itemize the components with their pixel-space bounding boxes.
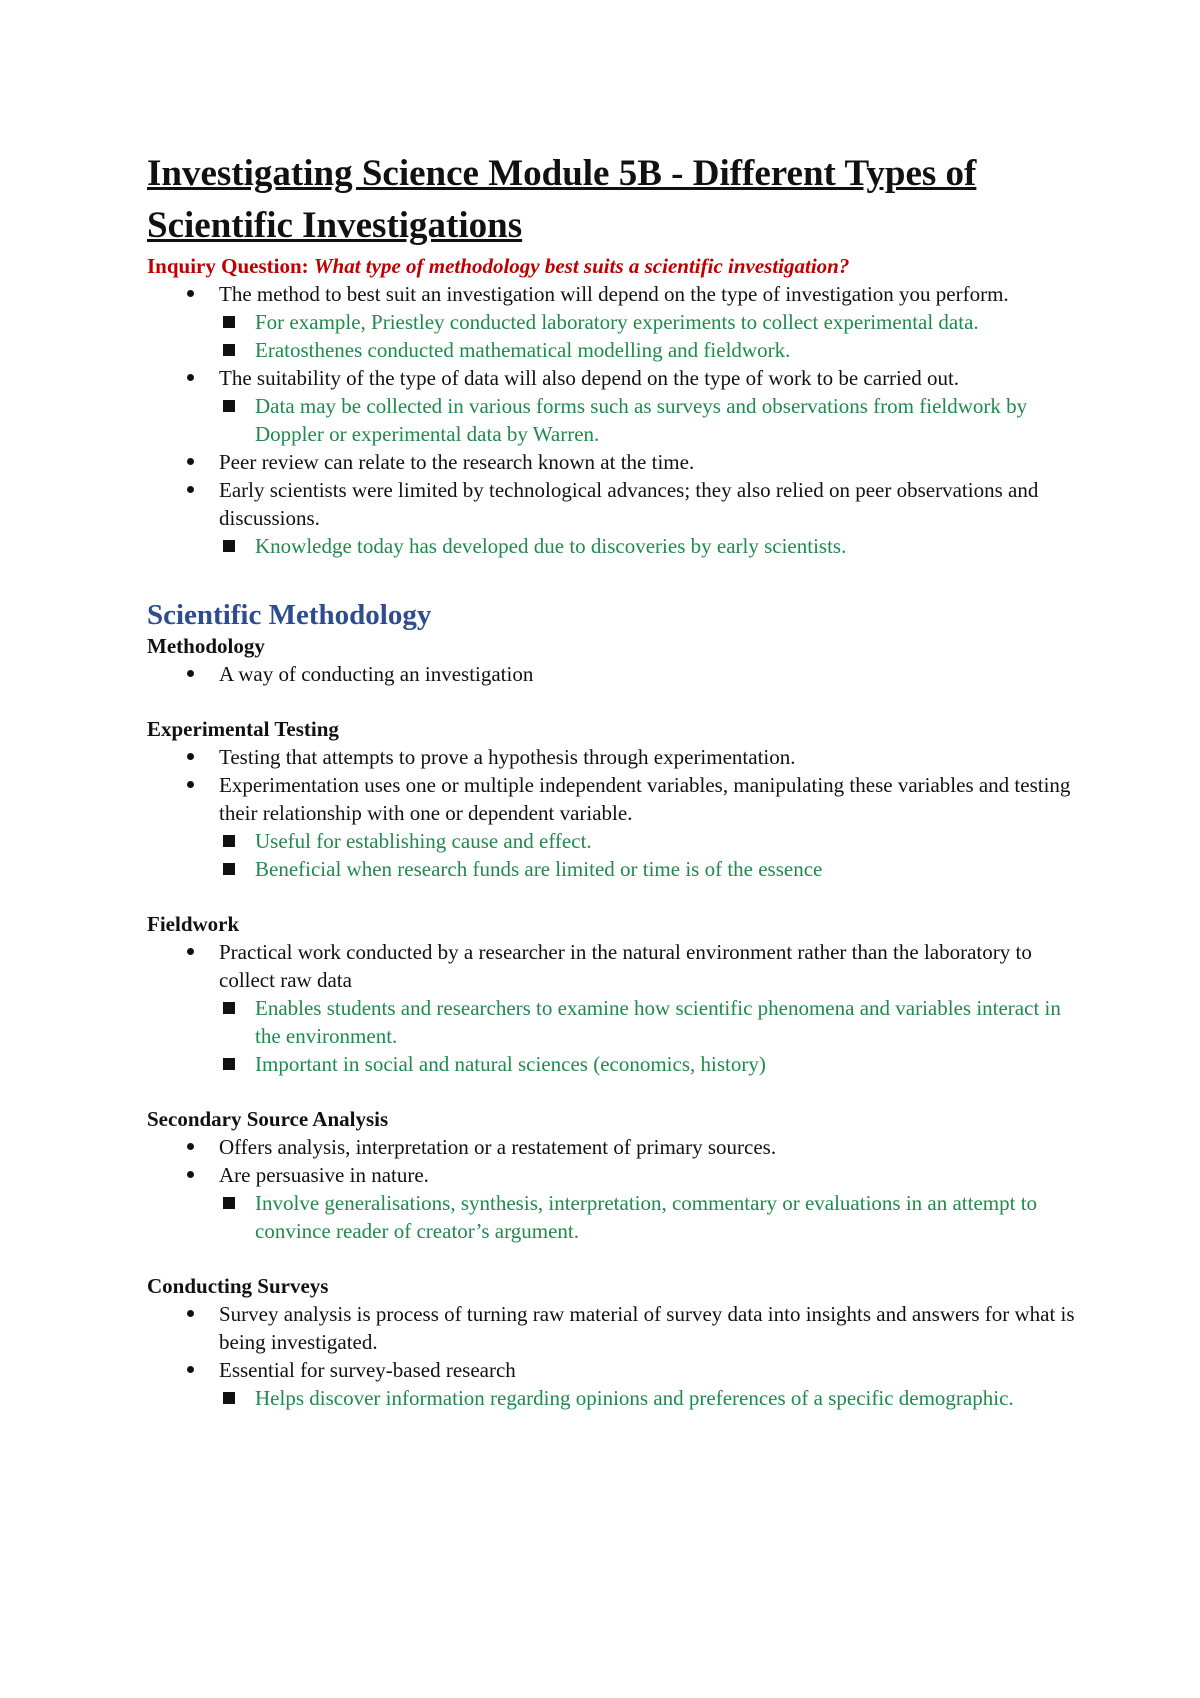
sub-list-item: Helps discover information regarding opinions and preferences of a specific demographic. — [147, 1384, 1077, 1412]
list-item: Survey analysis is process of turning raw material of survey data into insights and answers for what is being investigated. — [147, 1300, 1077, 1356]
secondary-heading: Secondary Source Analysis — [147, 1107, 389, 1131]
sub-list-item: Beneficial when research funds are limited or time is of the essence — [147, 855, 1077, 883]
fieldwork-list — [147, 938, 1077, 1078]
surveys-list — [147, 1300, 1077, 1412]
list-item: Practical work conducted by a researcher in the natural environment rather than the laboratory to collect raw data — [147, 938, 1077, 994]
list-item: The suitability of the type of data will also depend on the type of work to be carried out. — [147, 364, 1077, 392]
inquiry-label: Inquiry Question: — [147, 254, 314, 278]
section-heading: Scientific Methodology — [147, 599, 432, 631]
sub-list-item: Enables students and researchers to examine how scientific phenomena and variables interact in the environment. — [147, 994, 1077, 1050]
methodology-heading: Methodology — [147, 634, 265, 658]
sub-list-item: Important in social and natural sciences (economics, history) — [147, 1050, 1077, 1078]
list-item: Testing that attempts to prove a hypothesis through experimentation. — [147, 743, 1077, 771]
sub-list-item: Involve generalisations, synthesis, interpretation, commentary or evaluations in an attempt to convince reader of creator’s argument. — [147, 1189, 1077, 1245]
fieldwork-heading: Fieldwork — [147, 912, 240, 936]
document-title: Investigating Science Module 5B - Different Types of Scientific Investigations — [147, 153, 977, 246]
document-page — [147, 148, 1077, 1412]
sub-list-item: Data may be collected in various forms such as surveys and observations from fieldwork by Doppler or experimental data by Warren. — [147, 392, 1077, 448]
experimental-heading: Experimental Testing — [147, 717, 339, 741]
secondary-list — [147, 1133, 1077, 1245]
list-item: Early scientists were limited by technological advances; they also relied on peer observations and discussions. — [147, 476, 1077, 532]
list-item: Essential for survey-based research — [147, 1356, 1077, 1384]
list-item: Peer review can relate to the research known at the time. — [147, 448, 1077, 476]
list-item: Experimentation uses one or multiple independent variables, manipulating these variables and testing their relationship with one or dependent variable. — [147, 771, 1077, 827]
sub-list-item: Knowledge today has developed due to discoveries by early scientists. — [147, 532, 1077, 560]
list-item: Offers analysis, interpretation or a restatement of primary sources. — [147, 1133, 1077, 1161]
surveys-heading: Conducting Surveys — [147, 1274, 329, 1298]
sub-list-item: Eratosthenes conducted mathematical modelling and fieldwork. — [147, 336, 1077, 364]
inquiry-question — [147, 252, 1077, 280]
list-item: Are persuasive in nature. — [147, 1161, 1077, 1189]
inquiry-text: What type of methodology best suits a scientific investigation? — [313, 254, 850, 278]
methodology-list — [147, 660, 1077, 688]
list-item: The method to best suit an investigation will depend on the type of investigation you perform. — [147, 280, 1077, 308]
sub-list-item: Useful for establishing cause and effect. — [147, 827, 1077, 855]
sub-list-item: For example, Priestley conducted laboratory experiments to collect experimental data. — [147, 308, 1077, 336]
intro-list — [147, 280, 1077, 560]
list-item: A way of conducting an investigation — [147, 660, 1077, 688]
experimental-list — [147, 743, 1077, 883]
